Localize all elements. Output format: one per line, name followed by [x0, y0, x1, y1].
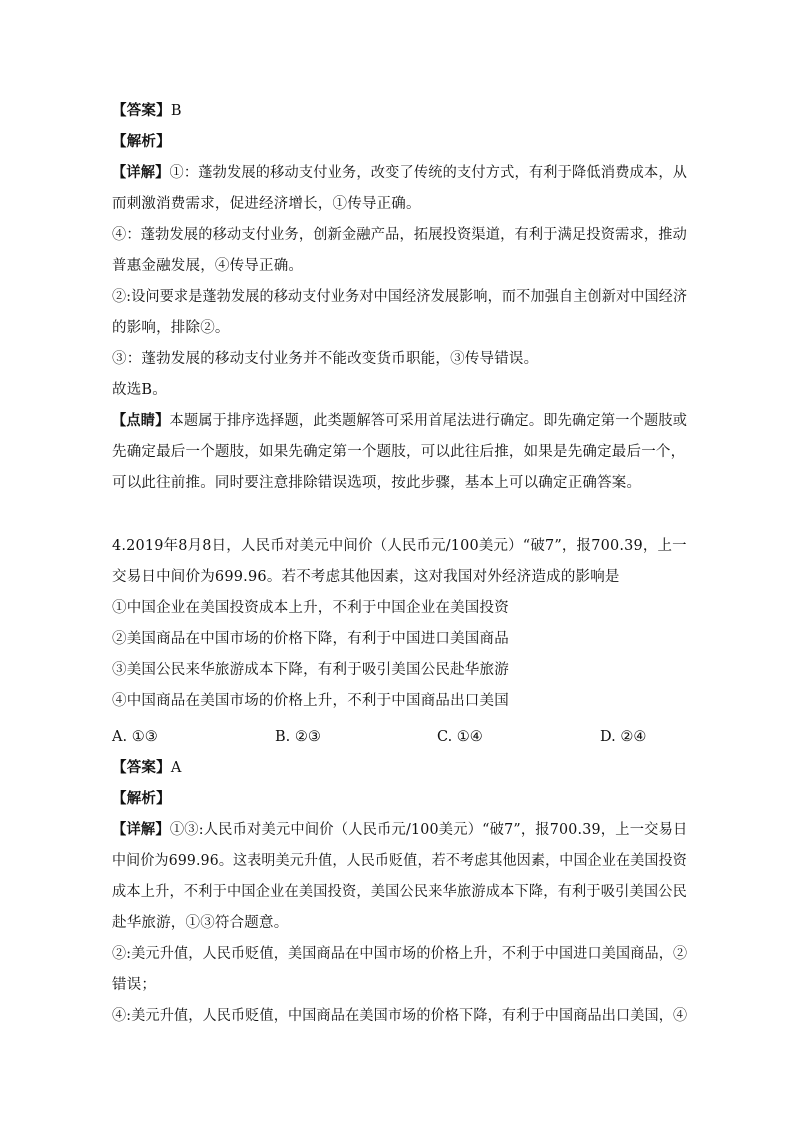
q3-detail-line: 【详解】①：蓬勃发展的移动支付业务，改变了传统的支付方式，有利于降低消费成本，从 [112, 164, 688, 181]
q3-comment-line: 【点睛】本题属于排序选择题，此类题解答可采用首尾法进行确定。即先确定第一个题肢或 [112, 412, 688, 429]
answer-value: A [170, 760, 182, 776]
q4-option-a: A. ①③ [112, 729, 158, 745]
q3-analysis-tag: 【解析】 [112, 133, 171, 150]
q4-stem-line: 交易日中间价为699.96。若不考虑其他因素，这对我国对外经济造成的影响是 [112, 569, 620, 585]
detail-tag: 【详解】 [112, 821, 170, 838]
q4-detail-line: 【详解】①③:人民币对美元中间价（人民币元/100美元）“破7”，报700.39，上一交易日 [112, 821, 688, 838]
q4-stem-line: 4.2019年8月8日，人民币对美元中间价（人民币元/100美元）“破7”，报700.39，上一 [112, 538, 687, 554]
q3-comment-line: 先确定最后一个题肢，如果先确定第一个题肢，可以此往后推，如果是先确定最后一个， [112, 444, 686, 460]
q4-statement: ②美国商品在中国市场的价格下降，有利于中国进口美国商品 [112, 631, 509, 647]
q4-detail-line: ④:美元升值，人民币贬值，中国商品在美国市场的价格下降，有利于中国商品出口美国，④ [112, 1008, 688, 1024]
q4-option-d: D. ②④ [600, 729, 647, 745]
comment-tag: 【点睛】 [112, 412, 170, 429]
q4-detail-line: 成本上升，不利于中国企业在美国投资，美国公民来华旅游成本下降，有利于吸引美国公民 [112, 884, 688, 900]
q3-detail-line: 普惠金融发展，④传导正确。 [112, 258, 304, 274]
q4-statement: ③美国公民来华旅游成本下降，有利于吸引美国公民赴华旅游 [112, 662, 509, 678]
q3-comment-line: 可以此往前推。同时要注意排除错误选项，按此步骤，基本上可以确定正确答案。 [112, 475, 642, 491]
q3-answer [112, 101, 687, 121]
q3-detail-line: ③：蓬勃发展的移动支付业务并不能改变货币职能，③传导错误。 [112, 351, 539, 367]
q4-statement: ④中国商品在美国市场的价格上升，不利于中国商品出口美国 [112, 693, 509, 709]
q4-analysis-tag: 【解析】 [112, 790, 171, 807]
q3-detail-line: 的影响，排除②。 [112, 320, 230, 336]
q4-option-b: B. ②③ [275, 729, 321, 745]
answer-tag: 【答案】 [112, 759, 171, 776]
q4-detail-line: 中间价为699.96。这表明美元升值，人民币贬值，若不考虑其他因素，中国企业在美国投资 [112, 853, 687, 869]
q4-detail-line: ②:美元升值，人民币贬值，美国商品在中国市场的价格上升，不利于中国进口美国商品，② [112, 946, 688, 962]
q4-statement: ①中国企业在美国投资成本上升，不利于中国企业在美国投资 [112, 600, 509, 616]
q4-detail-line: 错误； [112, 977, 157, 993]
q4-option-c: C. ①④ [437, 729, 483, 745]
q3-detail-line: ④：蓬勃发展的移动支付业务，创新金融产品，拓展投资渠道，有利于满足投资需求，推动 [112, 227, 688, 243]
q3-conclusion: 故选B。 [112, 382, 167, 398]
answer-tag: 【答案】 [112, 102, 171, 119]
q4-detail-line: 赴华旅游，①③符合题意。 [112, 915, 289, 931]
q3-detail-line: 而刺激消费需求，促进经济增长，①传导正确。 [112, 196, 421, 212]
detail-tag: 【详解】 [112, 164, 170, 181]
q4-answer [112, 758, 687, 778]
q3-detail-line: ②:设问要求是蓬勃发展的移动支付业务对中国经济发展影响，而不加强自主创新对中国经济 [112, 289, 688, 305]
answer-value: B [170, 103, 182, 119]
